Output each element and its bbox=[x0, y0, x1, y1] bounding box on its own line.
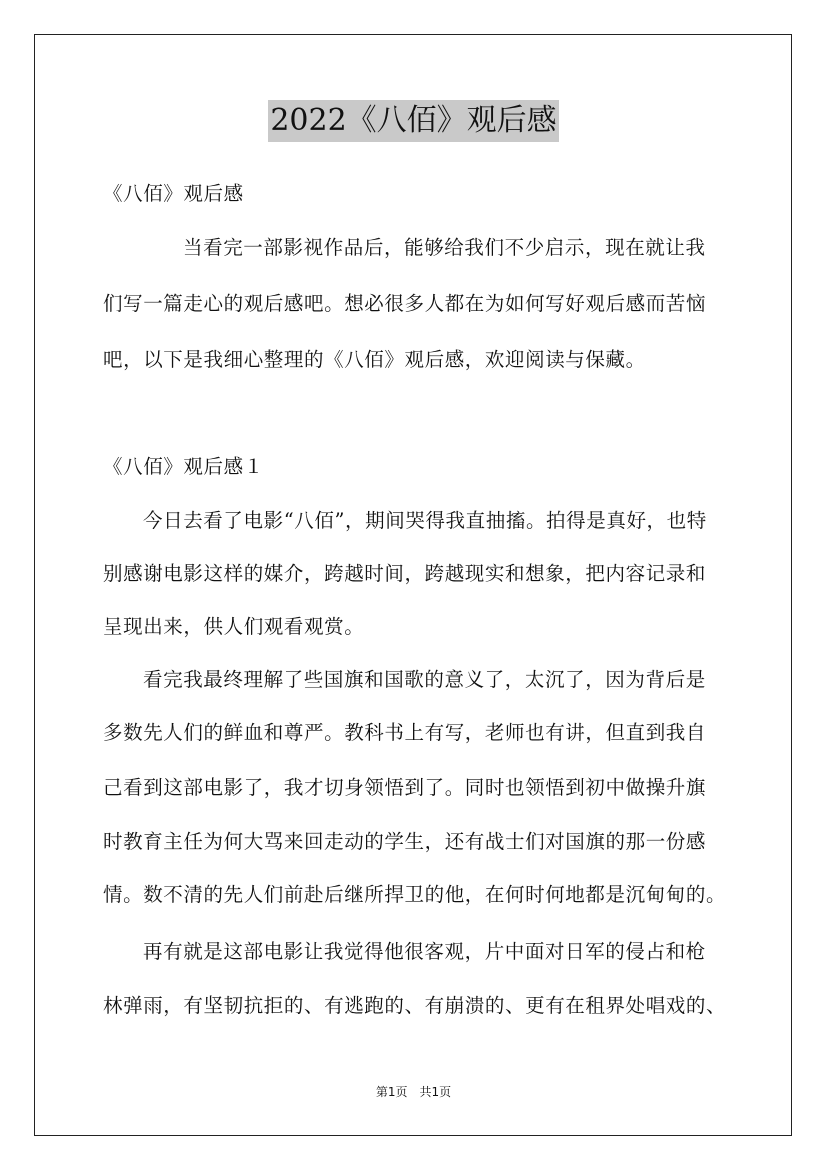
intro-line-3: 吧，以下是我细心整理的《八佰》观后感，欢迎阅读与保藏。 bbox=[103, 348, 646, 371]
paragraph2-line-1: 看完我最终理解了些国旗和国歌的意义了，太沉了，因为背后是 bbox=[143, 668, 706, 691]
section-heading: 《八佰》观后感１ bbox=[103, 455, 264, 478]
page-footer: 第1页 共1页 bbox=[375, 1085, 452, 1099]
paragraph1-line-3: 呈现出来，供人们观看观赏。 bbox=[103, 615, 365, 638]
document-title-text: 2022《八佰》观后感 bbox=[268, 100, 558, 142]
intro-line-2: 们写一篇走心的观后感吧。想必很多人都在为如何写好观后感而苦恼 bbox=[103, 292, 707, 315]
paragraph3-line-2: 林弹雨，有坚韧抗拒的、有逃跑的、有崩溃的、更有在租界处唱戏的、 bbox=[103, 994, 727, 1017]
intro-line-1: 当看完一部影视作品后，能够给我们不少启示，现在就让我 bbox=[183, 236, 706, 259]
paragraph1-line-2: 别感谢电影这样的媒介，跨越时间，跨越现实和想象，把内容记录和 bbox=[103, 562, 707, 585]
paragraph3-line-1: 再有就是这部电影让我觉得他很客观，片中面对日军的侵占和枪 bbox=[143, 940, 706, 963]
paragraph2-line-3: 己看到这部电影了，我才切身领悟到了。同时也领悟到初中做操升旗 bbox=[103, 776, 707, 799]
paragraph2-line-4: 时教育主任为何大骂来回走动的学生，还有战士们对国旗的那一份感 bbox=[103, 830, 707, 853]
paragraph2-line-2: 多数先人们的鲜血和尊严。教科书上有写，老师也有讲，但直到我自 bbox=[103, 721, 707, 744]
paragraph1-line-1: 今日去看了电影“八佰”，期间哭得我直抽搐。拍得是真好，也特 bbox=[143, 509, 707, 532]
document-title bbox=[0, 100, 827, 142]
document-subtitle: 《八佰》观后感 bbox=[103, 182, 244, 205]
paragraph2-line-5: 情。数不清的先人们前赴后继所捍卫的他，在何时何地都是沉甸甸的。 bbox=[103, 883, 727, 906]
